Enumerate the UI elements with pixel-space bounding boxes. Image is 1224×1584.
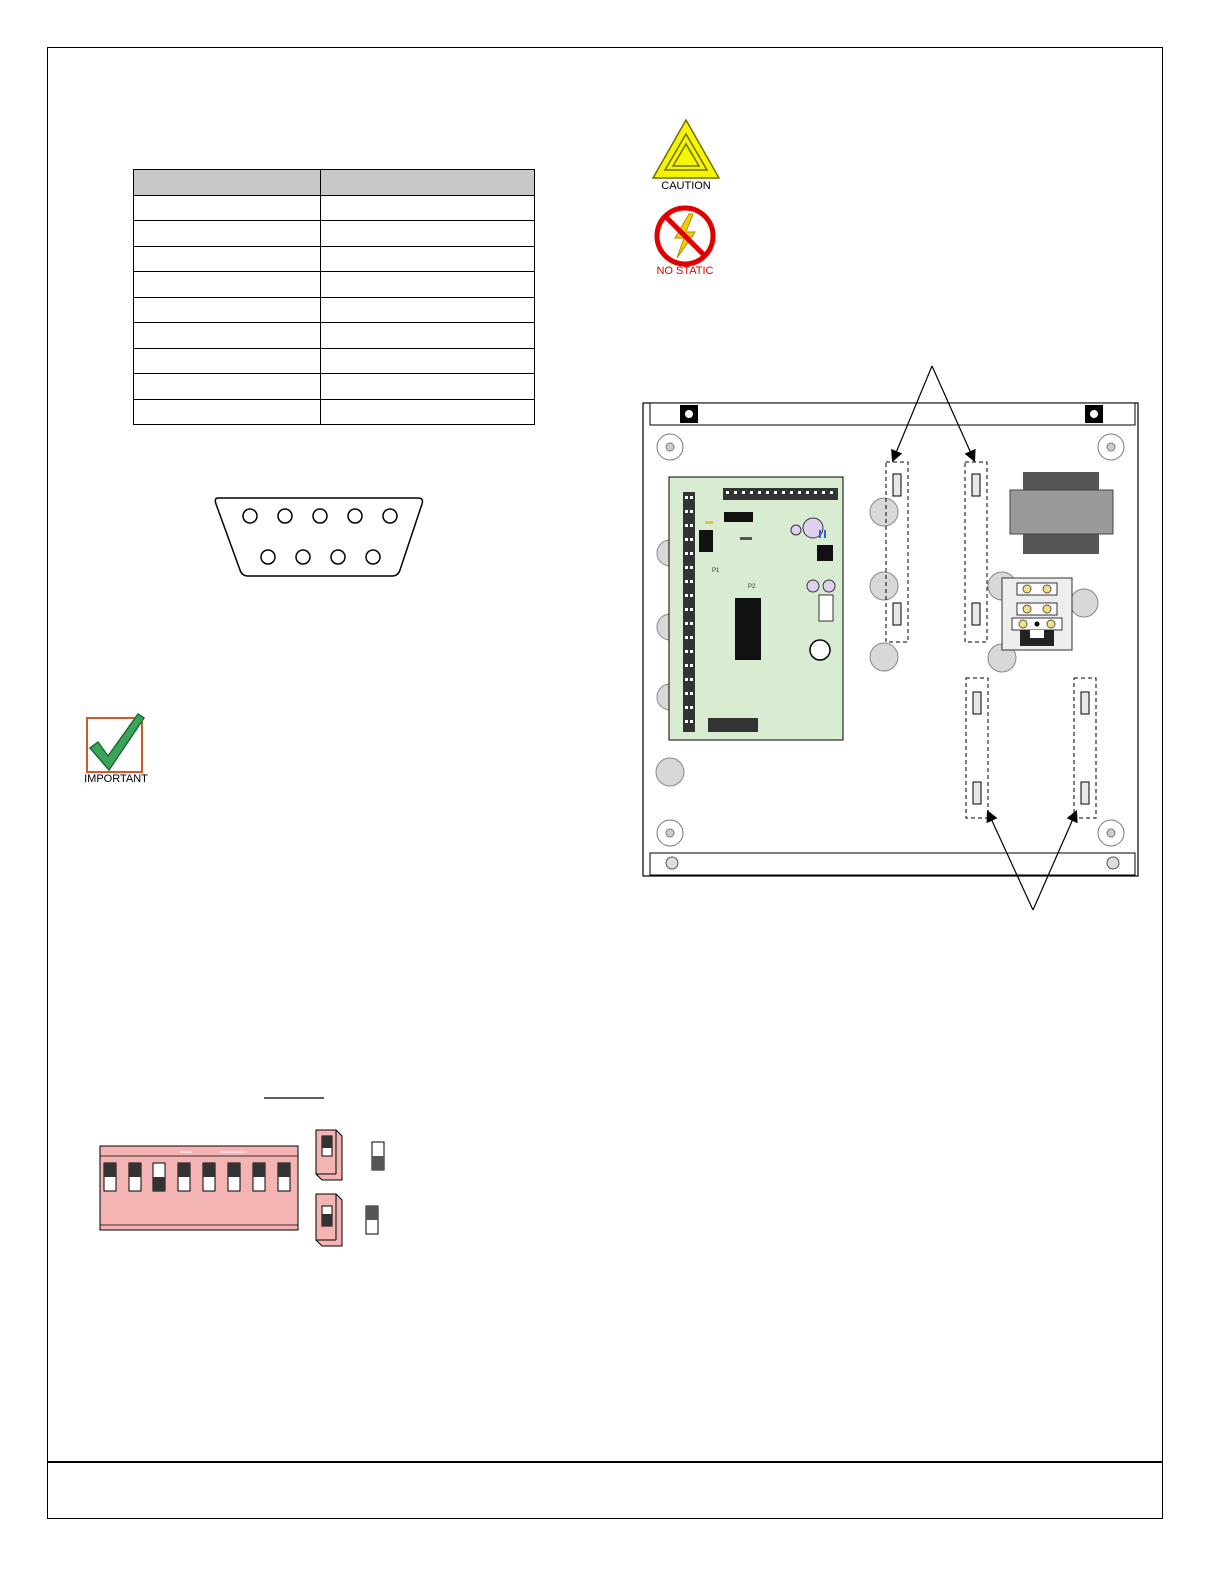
dip-header [819, 595, 833, 621]
table-cell [134, 221, 321, 247]
table-row [134, 195, 535, 221]
battery [810, 640, 830, 660]
caution-icon [651, 118, 721, 182]
table-header-cell [321, 170, 535, 196]
important-icon [84, 710, 146, 774]
table-cell [134, 195, 321, 221]
important-label: IMPORTANT [84, 773, 148, 785]
table-cell [134, 399, 321, 425]
chip-square [817, 545, 833, 561]
bottom-rail [650, 853, 1135, 875]
no-static-icon [653, 204, 717, 268]
board-label-p1: P1 [712, 568, 720, 574]
pin-9 [366, 550, 380, 564]
table-row [134, 221, 535, 247]
db9-connector-diagram [212, 490, 428, 582]
table-cell [321, 323, 535, 349]
table-cell [321, 399, 535, 425]
dip-switch-diagram [96, 1092, 396, 1252]
table-header-cell [134, 170, 321, 196]
table-header-row [134, 170, 535, 196]
board-label-p2: P2 [748, 584, 756, 590]
pin-5 [383, 509, 397, 523]
table-cell [321, 272, 535, 298]
table-cell [134, 246, 321, 272]
table-row [134, 297, 535, 323]
enclosure-diagram [640, 360, 1145, 915]
table-cell [134, 374, 321, 400]
table-cell [321, 297, 535, 323]
table-cell [321, 195, 535, 221]
pin-1 [243, 509, 257, 523]
table-row [134, 399, 535, 425]
pin-4 [348, 509, 362, 523]
pin-6 [261, 550, 275, 564]
chip-small [724, 512, 753, 522]
table-cell [321, 246, 535, 272]
pin-8 [331, 550, 345, 564]
spec-table [133, 169, 535, 425]
table-cell [321, 348, 535, 374]
table-cell [134, 348, 321, 374]
table-cell [134, 272, 321, 298]
pin-3 [313, 509, 327, 523]
pin-2 [278, 509, 292, 523]
chip-regulator [699, 530, 713, 552]
table-cell [321, 221, 535, 247]
pin-7 [296, 550, 310, 564]
table-row [134, 272, 535, 298]
table-cell [134, 297, 321, 323]
chip-microcontroller [735, 598, 761, 660]
toggle-switch-down [316, 1194, 378, 1246]
top-rail [650, 403, 1135, 425]
caution-label: CAUTION [661, 180, 711, 192]
table-row [134, 323, 535, 349]
toggle-switch-up [316, 1130, 384, 1180]
table-cell [134, 323, 321, 349]
table-row [134, 348, 535, 374]
table-row [134, 374, 535, 400]
table-row [134, 246, 535, 272]
no-static-label: NO STATIC [656, 265, 714, 277]
table-cell [321, 374, 535, 400]
footer-rule [47, 1461, 1163, 1463]
